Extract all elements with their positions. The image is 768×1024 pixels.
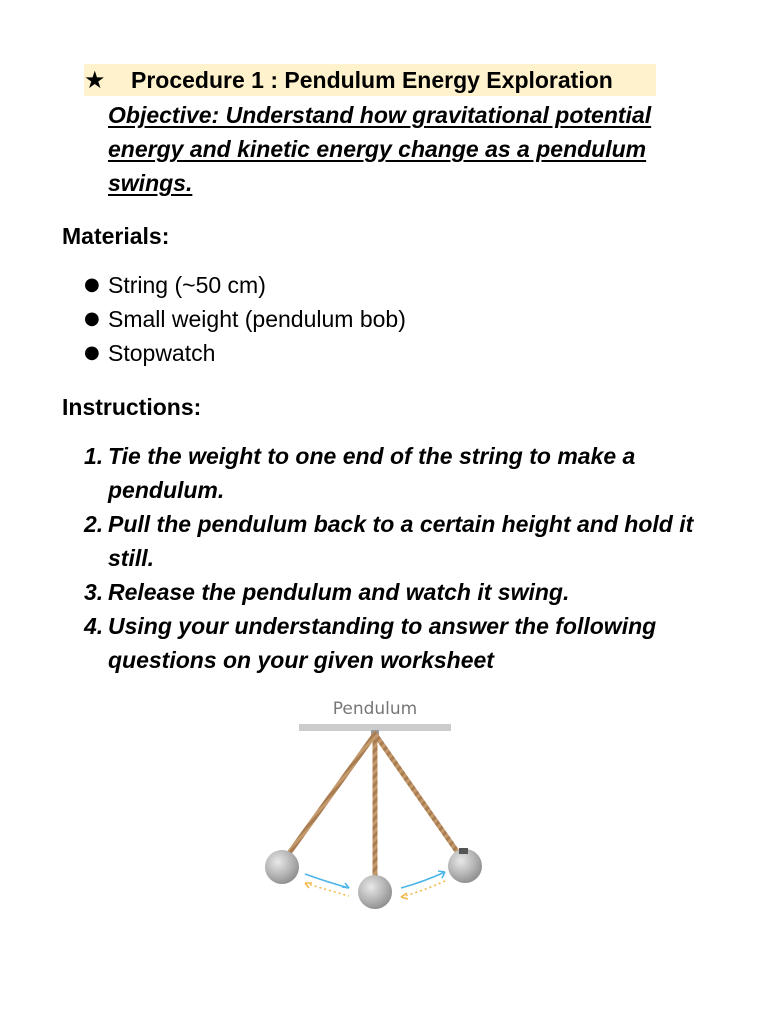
bullet-icon: ● [84, 274, 100, 295]
bullet-icon: ● [84, 308, 100, 329]
step-text: Tie the weight to one end of the string to make a pendulum. [108, 443, 636, 503]
list-item [84, 439, 694, 507]
left-string [282, 734, 375, 863]
step-text: Pull the pendulum back to a certain height and hold it still. [108, 511, 694, 571]
right-string [375, 734, 463, 860]
step-text: Release the pendulum and watch it swing. [108, 579, 570, 605]
material-label: Stopwatch [108, 340, 216, 366]
list-item [84, 507, 694, 575]
figure-label: Pendulum [332, 699, 418, 719]
right-bob-hook [459, 848, 468, 854]
list-item [84, 575, 694, 609]
objective-text: Objective: Understand how gravitational potential energy and kinetic energy change as a pendulum swings. [108, 102, 652, 196]
instructions-heading: Instructions: [62, 394, 202, 420]
step-number: 4. [84, 613, 104, 639]
bullet-icon: ● [84, 342, 100, 363]
left-bob [265, 850, 299, 884]
list-item [84, 336, 406, 370]
procedure-title: Procedure 1 : Pendulum Energy Exploration [131, 67, 613, 93]
step-number: 1. [84, 443, 104, 469]
arrow-right-icon [342, 883, 349, 888]
right-bob [448, 849, 482, 883]
instructions-list [84, 439, 694, 677]
arrow-right-icon [305, 874, 349, 888]
step-number: 2. [84, 511, 104, 537]
center-bob [358, 875, 392, 909]
step-number: 3. [84, 579, 104, 605]
pendulum-figure [255, 690, 495, 920]
list-item [84, 268, 406, 302]
material-label: Small weight (pendulum bob) [108, 306, 406, 332]
material-label: String (~50 cm) [108, 272, 266, 298]
arrow-right-icon [401, 872, 445, 888]
star-icon: ★ [84, 66, 106, 94]
list-item [84, 609, 694, 677]
materials-heading: Materials: [62, 223, 170, 249]
step-text: Using your understanding to answer the following questions on your given worksheet [108, 613, 657, 673]
pendulum-illustration [255, 690, 495, 920]
arrow-left-icon [401, 881, 445, 897]
list-item [84, 302, 406, 336]
pendulum-support-bar [299, 724, 451, 731]
materials-list [84, 268, 406, 370]
arrow-left-icon [305, 883, 349, 896]
